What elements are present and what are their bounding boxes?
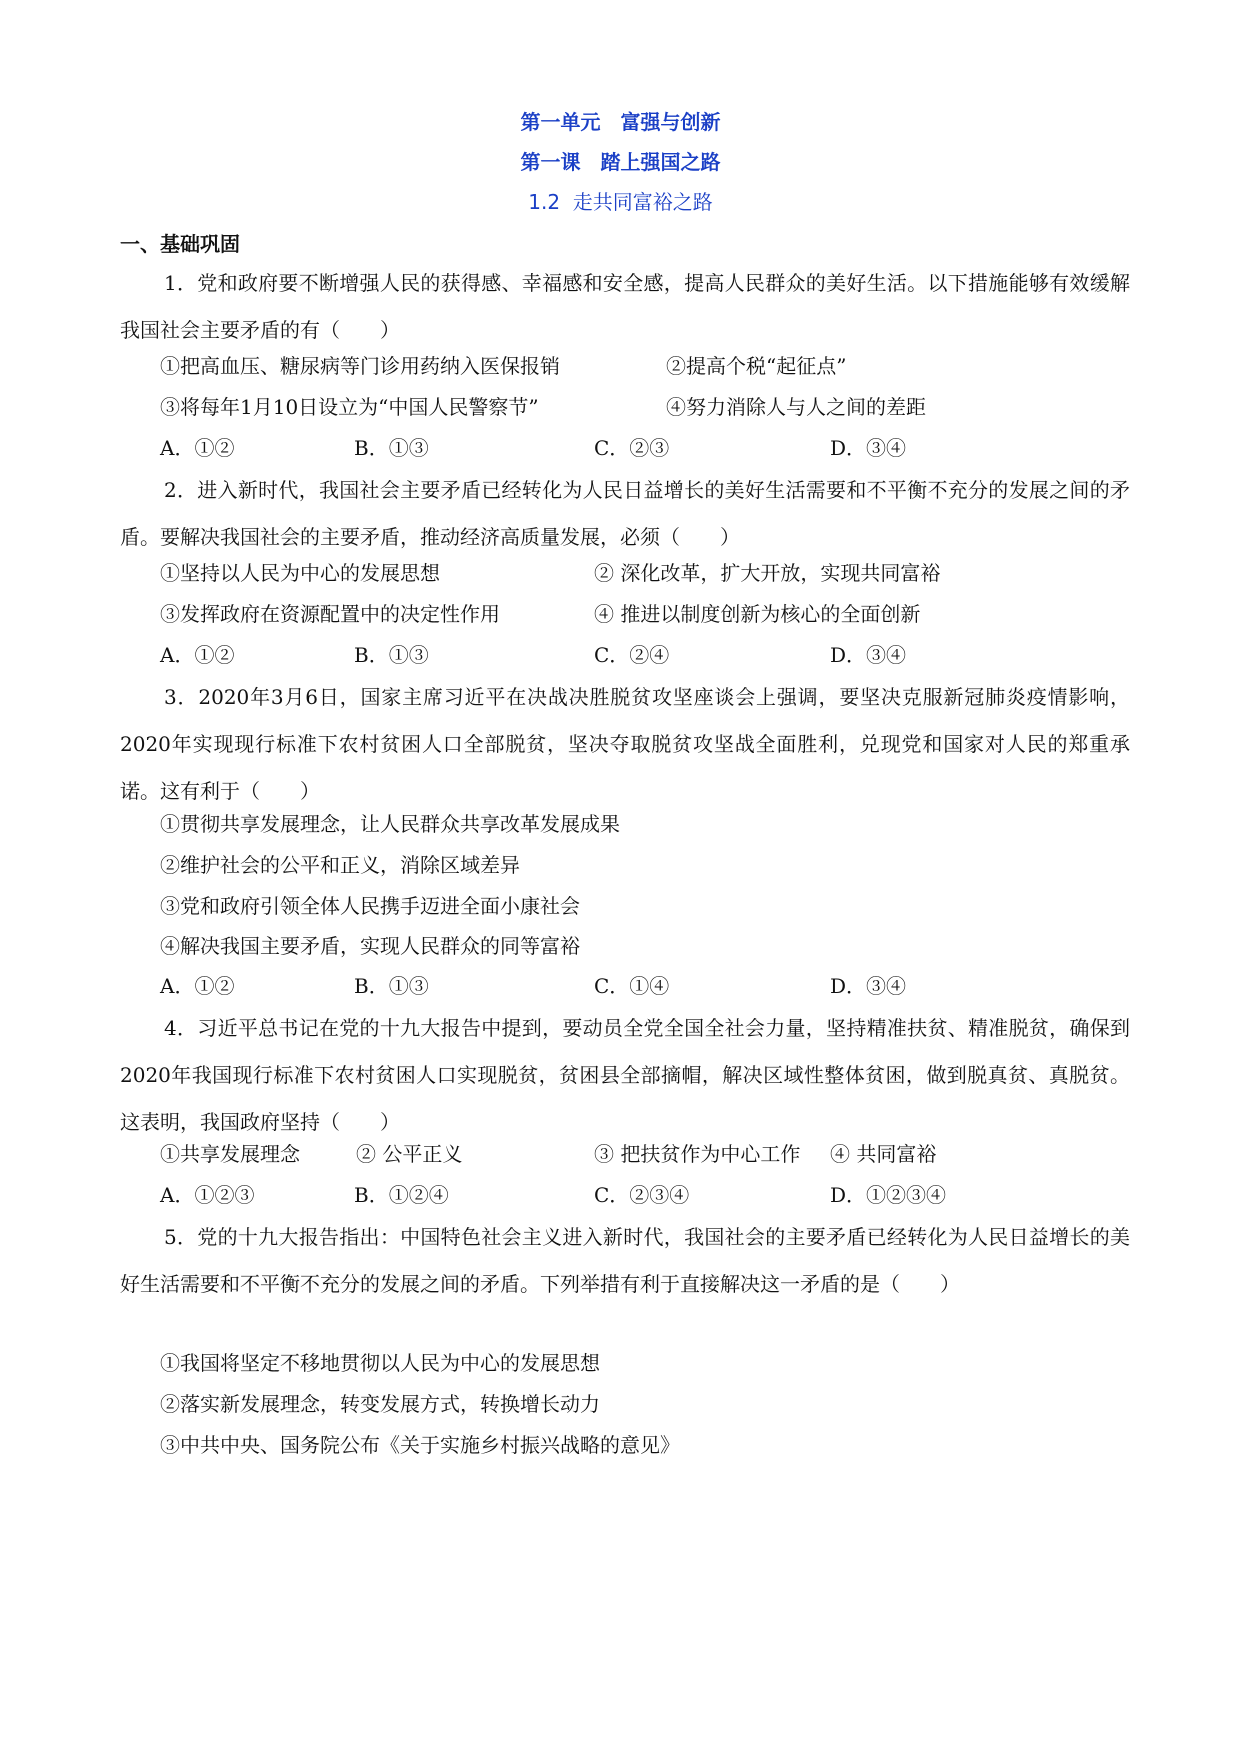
answer-option: D．③④: [830, 974, 907, 998]
question-item: ③ 把扶贫作为中心工作: [594, 1142, 801, 1166]
question-item: ②维护社会的公平和正义，消除区域差异: [160, 853, 520, 877]
question-item: ② 公平正义: [356, 1142, 463, 1166]
answer-option: B．①②④: [354, 1183, 449, 1207]
question-stem: 5．党的十九大报告指出：中国特色社会主义进入新时代，我国社会的主要矛盾已经转化为人民日益增长的美好生活需要和不平衡不充分的发展之间的矛盾。下列举措有利于直接解决这一矛盾的是（ ）: [120, 1225, 1130, 1296]
answer-option: D．①②③④: [830, 1183, 947, 1207]
question-item: ③将每年1月10日设立为“中国人民警察节”: [160, 395, 539, 419]
answer-option: D．③④: [830, 436, 907, 460]
answer-option: C．①④: [594, 974, 670, 998]
question-item: ④ 共同富裕: [830, 1142, 937, 1166]
answer-option: C．②③④: [594, 1183, 690, 1207]
question-item: ② 深化改革，扩大开放，实现共同富裕: [594, 561, 941, 585]
question-item: ④努力消除人与人之间的差距: [666, 395, 926, 419]
question-item: ①把高血压、糖尿病等门诊用药纳入医保报销: [160, 354, 560, 378]
answer-option: C．②④: [594, 643, 670, 667]
question-item: ④解决我国主要矛盾，实现人民群众的同等富裕: [160, 934, 580, 958]
answer-option: A．①②: [160, 974, 235, 998]
question-item: ③发挥政府在资源配置中的决定性作用: [160, 602, 500, 626]
lesson-title: 第一课 踏上强国之路: [520, 150, 721, 174]
answer-option: D．③④: [830, 643, 907, 667]
question-stem: 4．习近平总书记在党的十九大报告中提到，要动员全党全国全社会力量，坚持精准扶贫、精准脱贫，确保到2020年我国现行标准下农村贫困人口实现脱贫，贫困县全部摘帽，解决区域性整体贫困，做到脱真贫、真脱贫。这表明，我国政府坚持（ ）: [120, 1016, 1130, 1134]
unit-title: 第一单元 富强与创新: [520, 110, 721, 134]
answer-option: A．①②: [160, 436, 235, 460]
question-item: ③党和政府引领全体人民携手迈进全面小康社会: [160, 894, 580, 918]
section-title: 1.2 走共同富裕之路: [528, 190, 713, 214]
question-item: ④ 推进以制度创新为核心的全面创新: [594, 602, 921, 626]
question-stem: 3．2020年3月6日，国家主席习近平在决战决胜脱贫攻坚座谈会上强调，要坚决克服新冠肺炎疫情影响，2020年实现现行标准下农村贫困人口全部脱贫，坚决夺取脱贫攻坚战全面胜利，兑现党和国家对人民的郑重承诺。这有利于（ ）: [120, 685, 1130, 803]
question-item: ②提高个税“起征点”: [666, 354, 847, 378]
answer-option: A．①②: [160, 643, 235, 667]
answer-option: B．①③: [354, 643, 429, 667]
question-item: ①共享发展理念: [160, 1142, 300, 1166]
question-item: ③中共中央、国务院公布《关于实施乡村振兴战略的意见》: [160, 1433, 680, 1457]
answer-option: C．②③: [594, 436, 670, 460]
answer-option: B．①③: [354, 974, 429, 998]
question-item: ①坚持以人民为中心的发展思想: [160, 561, 440, 585]
answer-option: A．①②③: [160, 1183, 255, 1207]
question-stem: 2．进入新时代，我国社会主要矛盾已经转化为人民日益增长的美好生活需要和不平衡不充分的发展之间的矛盾。要解决我国社会的主要矛盾，推动经济高质量发展，必须（ ）: [120, 478, 1130, 549]
question-stem: 1．党和政府要不断增强人民的获得感、幸福感和安全感，提高人民群众的美好生活。以下措施能够有效缓解我国社会主要矛盾的有（ ）: [120, 271, 1130, 342]
question-item: ②落实新发展理念，转变发展方式，转换增长动力: [160, 1392, 600, 1416]
question-item: ①贯彻共享发展理念，让人民群众共享改革发展成果: [160, 812, 620, 836]
question-item: ①我国将坚定不移地贯彻以人民为中心的发展思想: [160, 1351, 600, 1375]
answer-option: B．①③: [354, 436, 429, 460]
section-heading: 一、基础巩固: [120, 232, 240, 256]
